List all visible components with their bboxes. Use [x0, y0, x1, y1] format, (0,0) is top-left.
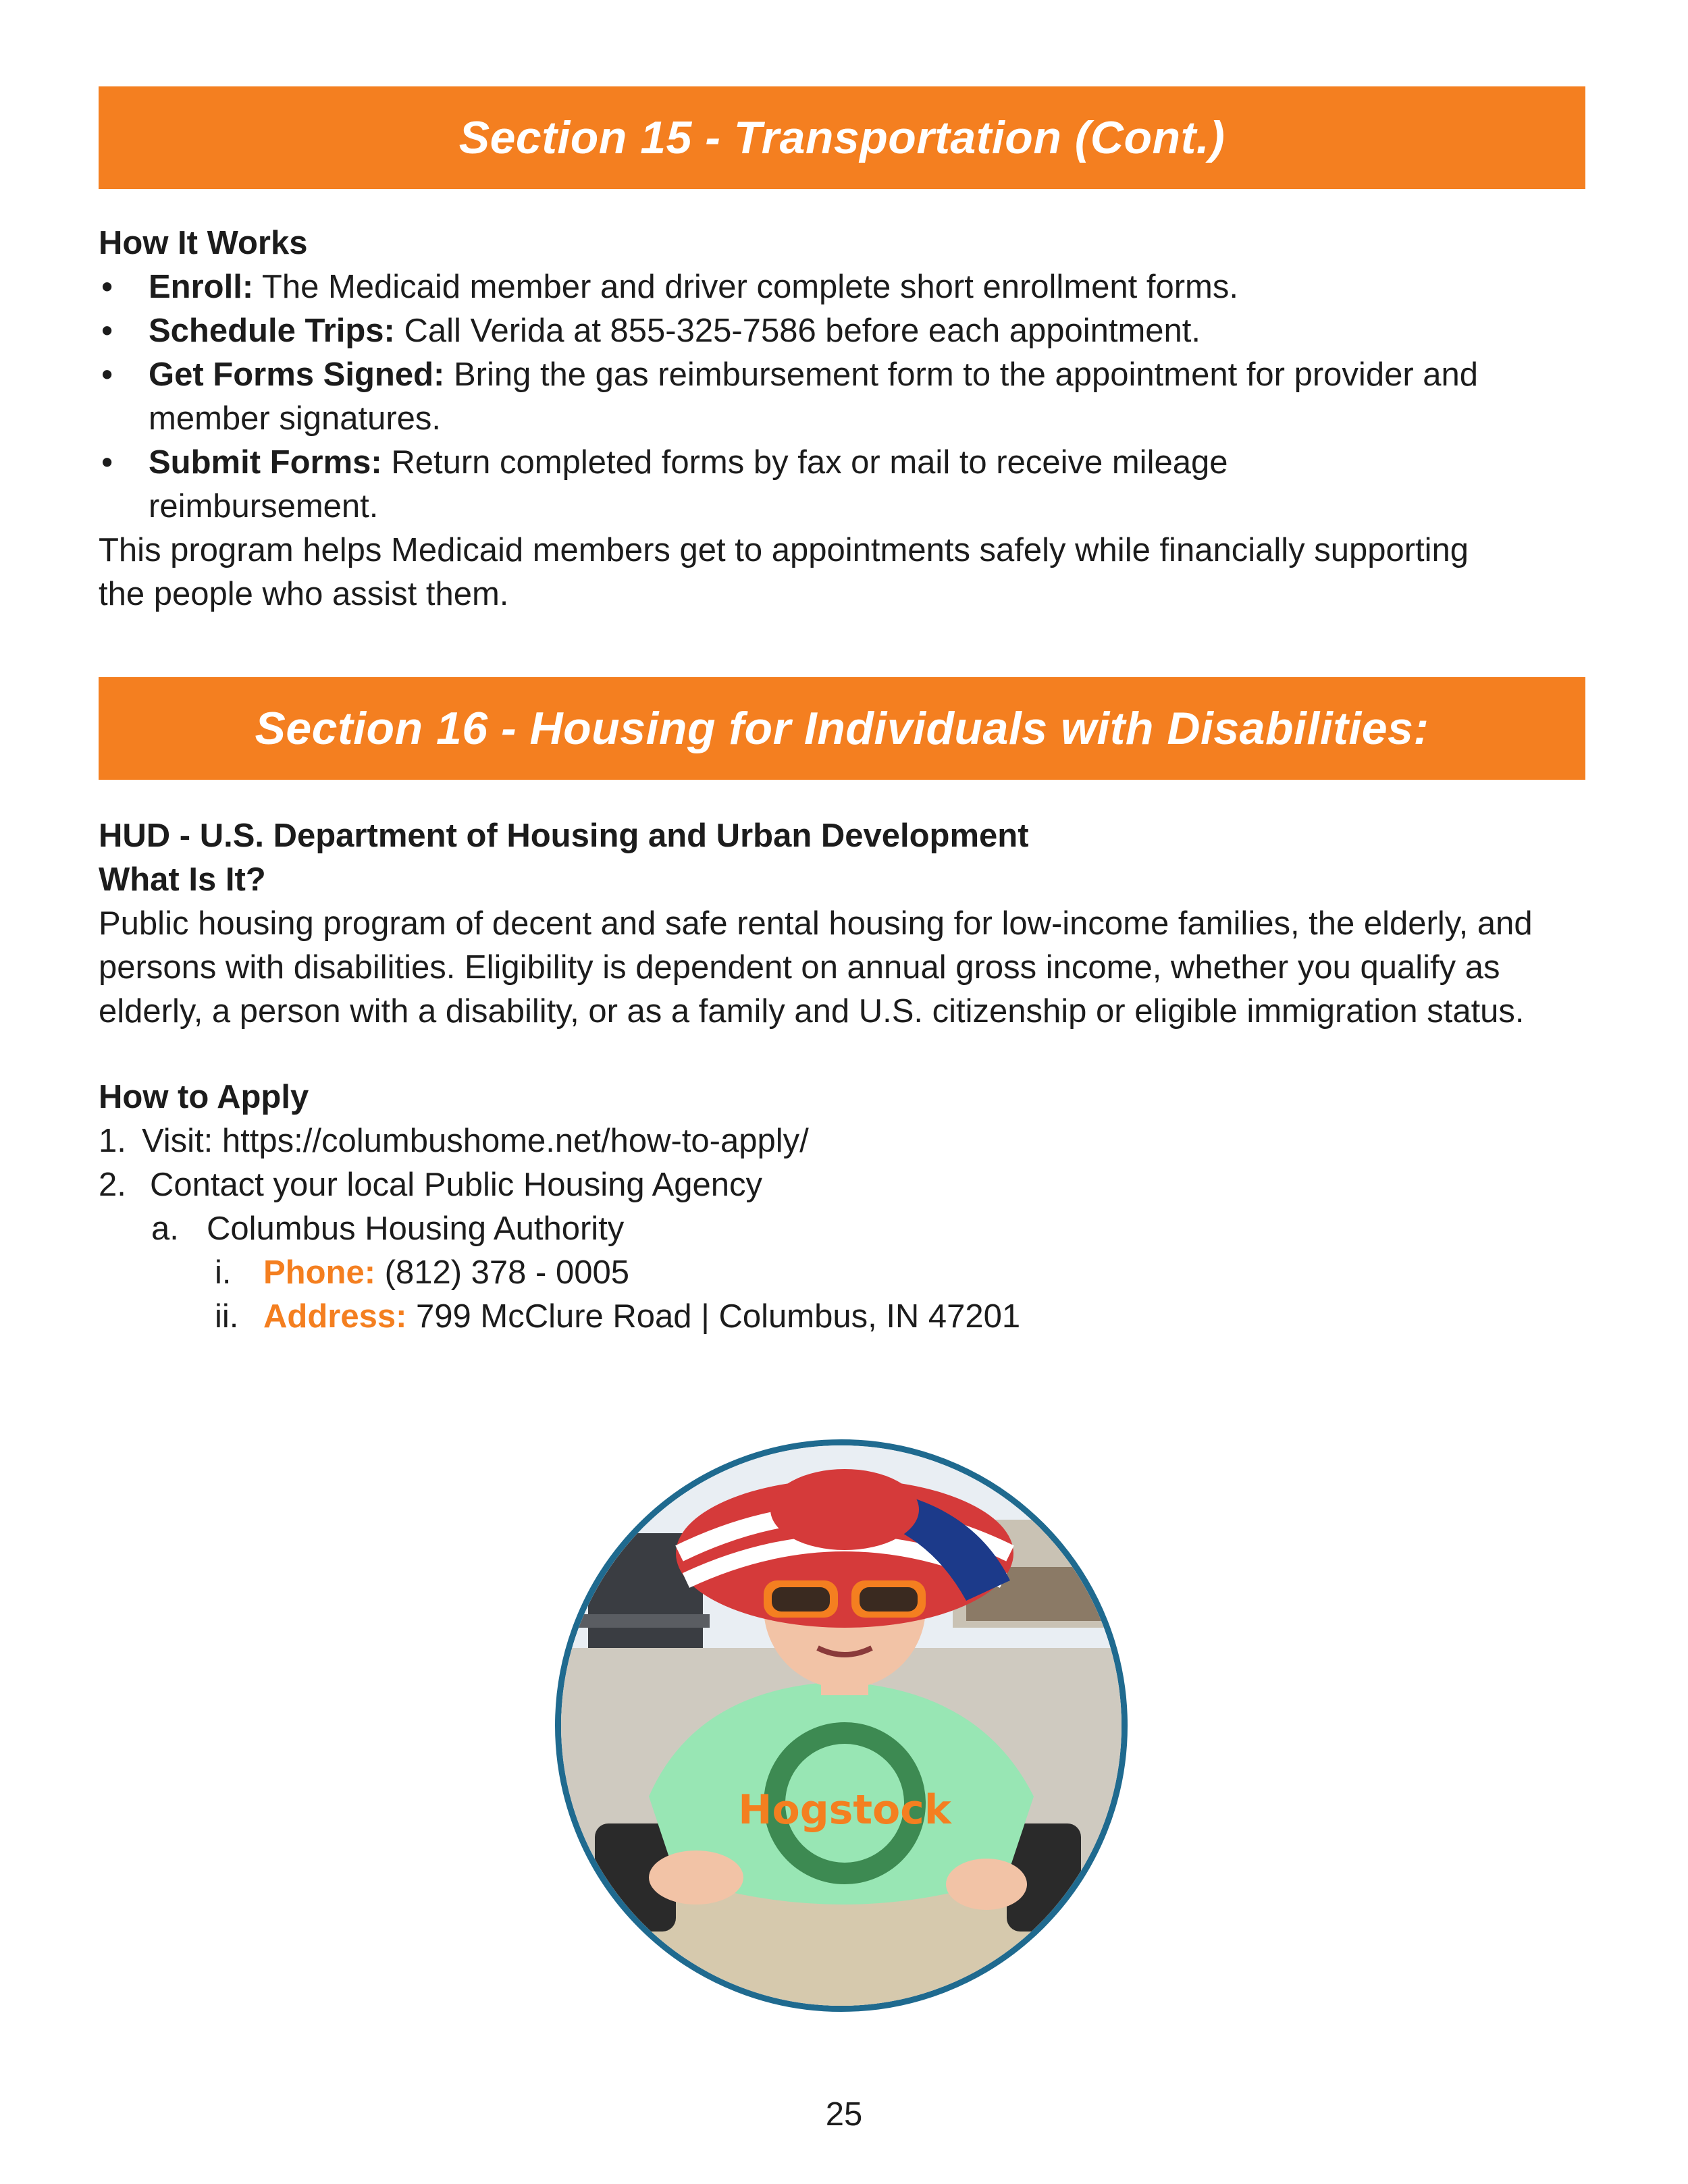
apply-step — [99, 1119, 1598, 1163]
bullet-label: Get Forms Signed: — [149, 356, 445, 393]
bullet-icon: • — [101, 444, 113, 481]
section-15-title: Section 15 - Transportation (Cont.) — [458, 112, 1225, 163]
bullet-text: The Medicaid member and driver complete short enrollment forms. — [253, 269, 1238, 305]
section-15-summary: This program helps Medicaid members get to appointments safely while financially supporting the people who assist them. — [99, 532, 1469, 612]
step-marker: i. — [215, 1254, 232, 1291]
section-16-title: Section 16 - Housing for Individuals with Disabilities: — [255, 703, 1429, 754]
bullet-icon: • — [101, 269, 113, 305]
person-photo — [555, 1439, 1128, 2012]
what-is-it-heading: What Is It? — [99, 861, 266, 898]
program-description: Public housing program of decent and safe rental housing for low-income families, the elderly, and persons with disabilities. Eligibility is dependent on annual gross income, whether you qualify as elderly, a person with a disability, or as a family and U.S. citizenship or eligible immigration status. — [99, 905, 1533, 1030]
shirt-text: Hogstock — [738, 1786, 951, 1834]
bullet-item — [99, 265, 1598, 309]
bullet-text: Return completed forms by fax or mail to receive mileage reimbursement. — [149, 444, 1228, 525]
step-marker: ii. — [215, 1298, 239, 1335]
bullet-icon: • — [101, 356, 113, 393]
apply-step — [99, 1163, 1598, 1207]
bullet-text: Bring the gas reimbursement form to the appointment for provider and member signatures. — [149, 356, 1479, 437]
step-text: Columbus Housing Authority — [207, 1210, 625, 1247]
bullet-label: Schedule Trips: — [149, 313, 395, 349]
bullet-item — [99, 353, 1560, 441]
section-15-content — [99, 221, 1598, 616]
section-15-banner — [99, 86, 1585, 189]
bullet-label: Submit Forms: — [149, 444, 382, 481]
section-16-content — [99, 814, 1598, 1339]
contact-label: Phone: — [263, 1254, 376, 1291]
agency-heading: HUD - U.S. Department of Housing and Urban Development — [99, 818, 1029, 854]
contact-phone — [99, 1251, 1598, 1295]
section-16-banner — [99, 677, 1585, 780]
page-number: 25 — [825, 2096, 863, 2133]
step-marker: a. — [151, 1210, 179, 1247]
bullet-item — [99, 441, 1445, 529]
contact-label: Address: — [263, 1298, 407, 1335]
step-marker: 2. — [99, 1167, 126, 1203]
apply-sub-step — [99, 1207, 1598, 1251]
step-marker: 1. — [99, 1123, 126, 1159]
contact-value: 799 McClure Road | Columbus, IN 47201 — [406, 1298, 1021, 1335]
contact-value: (812) 378 - 0005 — [375, 1254, 629, 1291]
how-it-works-heading: How It Works — [99, 225, 308, 261]
step-text: Contact your local Public Housing Agency — [150, 1167, 763, 1203]
bullet-text: Call Verida at 855-325-7586 before each appointment. — [394, 313, 1201, 349]
bullet-label: Enroll: — [149, 269, 254, 305]
bullet-item — [99, 309, 1598, 353]
contact-address — [99, 1295, 1598, 1339]
bullet-icon: • — [101, 313, 113, 349]
step-text: Visit: https://columbushome.net/how-to-apply/ — [142, 1123, 809, 1159]
how-to-apply-heading: How to Apply — [99, 1079, 309, 1115]
